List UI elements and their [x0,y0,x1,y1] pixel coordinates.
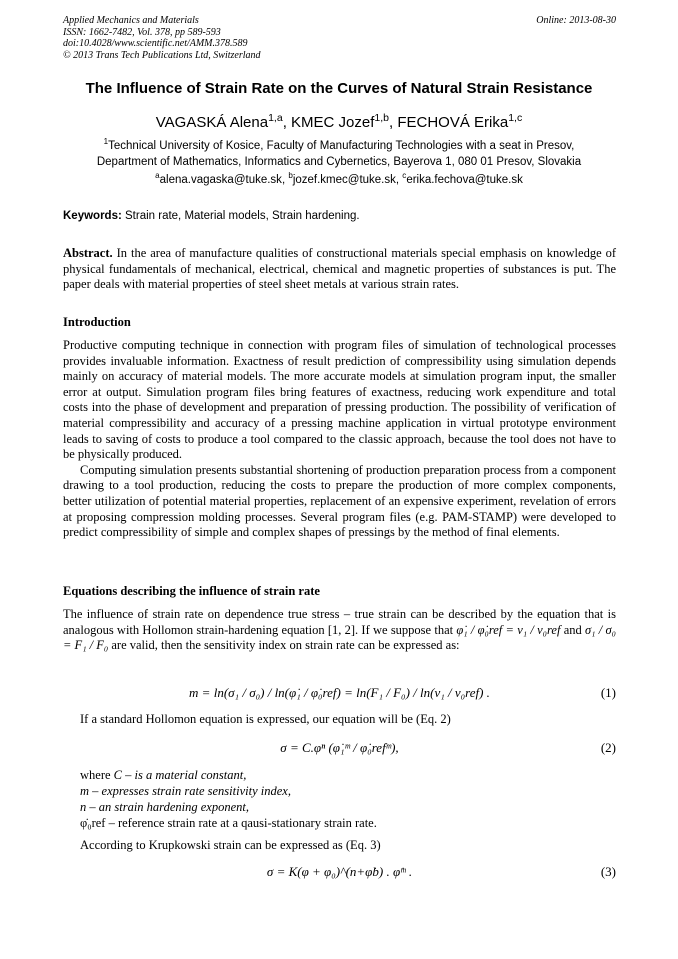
email-sup: b [288,171,293,181]
author-name: FECHOVÁ Erika [397,114,509,131]
author-name: KMEC Jozef [291,114,375,131]
where-item: φ̇₀ref – reference strain rate at a qausi-stationary strain rate. [80,816,377,830]
journal-name: Applied Mechanics and Materials [63,15,199,26]
introduction-body [63,338,616,541]
equation-1 [63,685,616,701]
inline-condition: σ₁ / σ₀ = F₁ / F₀ [63,622,617,653]
paragraph: Computing simulation presents substantial shortening of production preparation process from a component drawing to a tool production, reducing the costs to prepare the production of more complex components, better utilization of potential material properties, replacement of an expensive experiment, revelation of errors at proposing compression molding processes. Several program files (e.g. PAM-STAMP) were developed to predict compressibility of simple and complex shapes of pressings by the method of final elements. [63,462,616,540]
equation-number: (1) [600,685,616,700]
email-link[interactable]: erika.fechova@tuke.sk [406,174,523,186]
affiliation [40,138,638,170]
running-header [63,15,616,61]
equation-number: (2) [600,740,616,755]
keywords-label: Keywords: [63,210,122,222]
where-item: n – an strain hardening exponent, [80,800,249,814]
where-item: m – expresses strain rate sensitivity index, [80,784,291,798]
equation-3 [63,864,616,880]
where-item: C – is a material constant, [113,768,247,782]
equation-3-lead: According to Krupkowski strain can be expressed as (Eq. 3) [80,838,381,852]
author-list: VAGASKÁ Alena$^{1,a}$, KMEC Jozef$^{1,b}$, FECHOVÁ Erika$^{1,c}$ [155,112,523,131]
author-name: VAGASKÁ Alena [155,114,269,131]
keywords [63,210,616,222]
email-link[interactable]: alena.vagaska@tuke.sk [159,174,282,186]
affiliation-line: Department of Mathematics, Informatics and Cybernetics, Bayerova 1, 080 01 Presov, Slovakia [96,156,582,168]
paragraph: are valid, then the sensitivity index on strain rate can be expressed as: [111,638,460,653]
equation-formula: σ = K(φ + φ₀)^(n+φ̇b) . φ̇ᵐ . [266,864,413,879]
equation-number: (3) [600,864,616,879]
abstract [63,246,616,293]
paper-title: The Influence of Strain Rate on the Curves of Natural Strain Resistance [85,80,593,97]
section-heading-introduction: Introduction [63,315,131,329]
equations-intro [63,607,616,654]
conjunction: and [563,622,582,637]
abstract-text: In the area of manufacture qualities of constructional materials special emphasis on knowledge of physical fundamentals of mechanical, electrical, chemical and magnetic properties of substances is put. The paper deals with material properties of steel sheet metals at various strain rates. [63,246,617,292]
equation-2 [63,740,616,756]
author-sup: 1,c [508,112,523,124]
paragraph: The influence of strain rate on dependence true stress – true strain can be described by the equation that is analogous with Hollomon strain-hardening equation [1, 2]. If we suppose that [63,607,616,637]
abstract-label: Abstract. [63,246,113,260]
copyright-line: © 2013 Trans Tech Publications Ltd, Switzerland [63,49,261,61]
author-sup: 1,b [374,112,389,124]
online-date: Online: 2013-08-30 [536,15,616,26]
equation-formula: σ = C.φⁿ (φ̇₁ᵐ / φ̇₀refᵐ), [280,740,399,755]
keywords-text: Strain rate, Material models, Strain hardening. [125,210,360,222]
section-heading-equations: Equations describing the influence of strain rate [63,584,320,598]
doi-line: doi:10.4028/www.scientific.net/AMM.378.589 [63,38,248,49]
author-emails: $^a$alena.vagaska@tuke.sk, $^b$jozef.kmec@tuke.sk, $^c$erika.fechova@tuke.sk [155,171,523,186]
email-sup: a [155,171,160,181]
email-sup: c [402,171,407,181]
equation-2-lead: If a standard Hollomon equation is expressed, our equation will be (Eq. 2) [80,712,451,726]
affiliation-line: Technical University of Kosice, Faculty of Manufacturing Technologies with a seat in Presov, [108,140,575,152]
author-sup: 1,a [268,112,283,124]
where-label: where [80,768,111,782]
paragraph: Productive computing technique in connection with program files of simulation of technological processes provides invaluable information. Exactness of result prediction of compressibility using simulation depends mainly on accuracy of material models. The more accurate models at simulation program input, the smaller error at output. Simulation program files bring features of exactness, reducing work expenditure and total costs into the phase of development and preparation of pressing production. The possibility of verification of material compressibility and accuracy of a pressing machine application in virtual prototype environment leads to saving of costs to produce a tool compared to the classic approach, because the tool does not have to be physically produced. [63,338,616,462]
email-link[interactable]: jozef.kmec@tuke.sk [292,174,396,186]
where-line [80,768,246,783]
affiliation-sup: 1 [103,137,109,147]
issn-line: ISSN: 1662-7482, Vol. 378, pp 589-593 [63,26,221,38]
equation-formula: m = ln(σ₁ / σ₀) / ln(φ̇₁ / φ̇₀ref) = ln(F₁ / F₀) / ln(v₁ / v₀ref) . [189,685,490,700]
inline-condition: φ̇₁ / φ̇₀ref = v₁ / v₀ref [456,622,561,637]
